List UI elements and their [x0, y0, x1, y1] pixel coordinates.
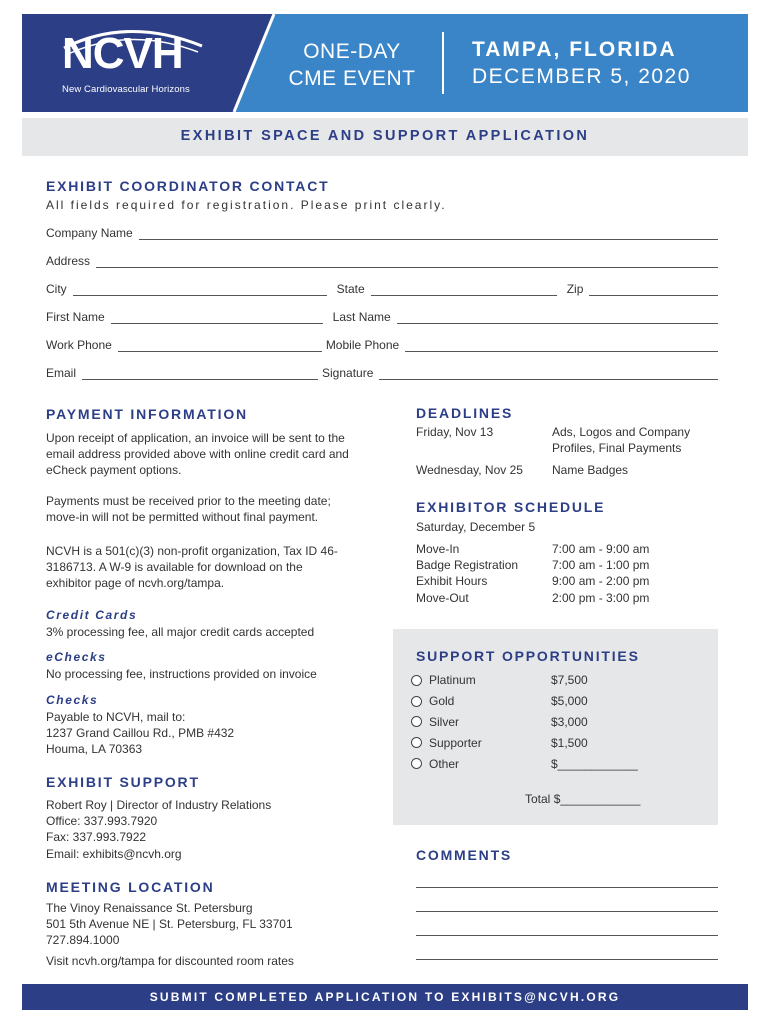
first-name-label: First Name: [46, 310, 105, 324]
comments-heading: COMMENTS: [416, 847, 513, 863]
checks-line-2: 1237 Grand Caillou Rd., PMB #432: [46, 726, 235, 741]
total-input[interactable]: $____________: [553, 792, 641, 806]
deadlines-list: [416, 424, 726, 479]
email-input-line[interactable]: [82, 369, 318, 380]
support-option-other[interactable]: [411, 753, 638, 774]
logo-swoosh-icon: [58, 24, 208, 76]
total-label: Total: [525, 792, 551, 806]
event-divider: [442, 32, 444, 94]
schedule-activity: Badge Registration: [416, 558, 519, 573]
radio-icon[interactable]: [411, 737, 422, 748]
echecks-label: eChecks: [46, 650, 107, 664]
company-input-line[interactable]: [139, 229, 718, 240]
state-label: State: [336, 282, 365, 296]
logo-subtitle: New Cardiovascular Horizons: [62, 84, 190, 95]
exhibitor-schedule-heading: EXHIBITOR SCHEDULE: [416, 499, 606, 515]
header-banner: [22, 14, 748, 112]
submit-footer-bar: [22, 984, 748, 1010]
work-phone-label: Work Phone: [46, 338, 112, 352]
deadline-date: Friday, Nov 13: [416, 425, 494, 439]
option-name: Other: [429, 756, 460, 771]
event-line1: ONE-DAY: [303, 40, 401, 63]
work-phone-input-line[interactable]: [118, 341, 322, 352]
payment-paragraph-2: Payments must be received prior to the meeting date; move-in will not be permitted without final payment.: [46, 494, 331, 525]
radio-icon[interactable]: [411, 675, 422, 686]
support-option-gold[interactable]: [411, 691, 638, 712]
schedule-row: [416, 541, 726, 557]
zip-label: Zip: [566, 282, 584, 296]
deadline-item: Ads, Logos and Company Profiles, Final Payments: [552, 425, 691, 456]
option-price-other-input[interactable]: $____________: [551, 756, 638, 771]
payment-paragraph-1: Upon receipt of application, an invoice will be sent to the email address provided above with online credit card and eCheck payment options.: [46, 431, 349, 478]
option-name: Supporter: [429, 735, 482, 750]
echecks-text: No processing fee, instructions provided on invoice: [46, 667, 317, 681]
last-name-input-line[interactable]: [397, 313, 718, 324]
radio-icon[interactable]: [411, 696, 422, 707]
city-input-line[interactable]: [73, 285, 327, 296]
address-field-row: [46, 252, 722, 268]
address-label: Address: [46, 254, 91, 268]
email-label: Email: [46, 366, 77, 380]
checks-address: [46, 709, 356, 758]
mobile-phone-input-line[interactable]: [405, 341, 718, 352]
event-type: [277, 38, 427, 93]
schedule-time: 7:00 am - 9:00 am: [552, 542, 650, 556]
deadline-row: [416, 462, 726, 478]
deadlines-heading: DEADLINES: [416, 405, 514, 421]
support-opportunities-panel: [393, 629, 718, 825]
option-price: $5,000: [551, 694, 588, 709]
contact-office: Office: 337.993.7920: [46, 814, 158, 829]
event-line2: CME EVENT: [288, 67, 416, 91]
schedule-row: [416, 557, 726, 573]
coordinator-heading: EXHIBIT COORDINATOR CONTACT: [46, 178, 330, 194]
schedule-list: [416, 541, 726, 606]
schedule-day: Saturday, December 5: [416, 520, 536, 534]
logo-text: NCVH: [62, 29, 183, 78]
payment-heading: PAYMENT INFORMATION: [46, 406, 248, 422]
contact-fax: Fax: 337.993.7922: [46, 830, 147, 845]
comment-line[interactable]: [416, 959, 718, 960]
support-total: [525, 792, 640, 806]
city-state-zip-row: [46, 280, 722, 296]
option-price: $3,000: [551, 714, 588, 729]
schedule-activity: Move-In: [416, 542, 460, 556]
room-rates-note: Visit ncvh.org/tampa for discounted room rates: [46, 953, 294, 968]
city-label: City: [46, 282, 67, 296]
submit-instructions: SUBMIT COMPLETED APPLICATION TO EXHIBITS@NCVH.ORG: [149, 990, 621, 1004]
mobile-phone-label: Mobile Phone: [325, 338, 400, 352]
company-field-row: [46, 224, 722, 240]
phone-field-row: [46, 336, 722, 352]
venue-address: 501 5th Avenue NE | St. Petersburg, FL 33701: [46, 917, 293, 932]
credit-cards-text: 3% processing fee, all major credit cards accepted: [46, 625, 315, 639]
company-label: Company Name: [46, 226, 133, 240]
option-name: Silver: [429, 714, 460, 729]
checks-line-3: Houma, LA 70363: [46, 742, 143, 757]
schedule-time: 2:00 pm - 3:00 pm: [552, 590, 650, 605]
name-field-row: [46, 308, 722, 324]
deadline-item: Name Badges: [552, 463, 629, 478]
application-title-bar: [22, 118, 748, 156]
address-input-line[interactable]: [96, 257, 718, 268]
option-name: Gold: [429, 694, 455, 709]
ncvh-logo: [62, 29, 190, 95]
support-option-silver[interactable]: [411, 712, 638, 733]
first-name-input-line[interactable]: [111, 313, 323, 324]
contact-name-title: Robert Roy | Director of Industry Relations: [46, 798, 272, 812]
signature-label: Signature: [322, 366, 374, 380]
venue-phone: 727.894.1000: [46, 933, 120, 948]
radio-icon[interactable]: [411, 716, 422, 727]
schedule-row: [416, 590, 726, 606]
state-input-line[interactable]: [371, 285, 557, 296]
meeting-location-heading: MEETING LOCATION: [46, 879, 215, 895]
support-option-supporter[interactable]: [411, 732, 638, 753]
meeting-location-details: [46, 900, 376, 969]
support-options: [411, 670, 638, 774]
option-price: $7,500: [551, 673, 588, 688]
email-signature-row: [46, 364, 722, 380]
schedule-time: 7:00 am - 1:00 pm: [552, 558, 650, 573]
support-option-platinum[interactable]: [411, 670, 638, 691]
comment-line[interactable]: [416, 935, 718, 936]
zip-input-line[interactable]: [589, 285, 718, 296]
signature-input-line[interactable]: [379, 369, 718, 380]
option-name: Platinum: [429, 673, 476, 688]
event-date: DECEMBER 5, 2020: [472, 65, 691, 89]
contact-email: Email: exhibits@ncvh.org: [46, 846, 182, 861]
venue-name: The Vinoy Renaissance St. Petersburg: [46, 901, 253, 915]
comment-line[interactable]: [416, 911, 718, 912]
credit-cards-label: Credit Cards: [46, 608, 138, 622]
deadline-date: Wednesday, Nov 25: [416, 463, 523, 478]
event-details: [472, 36, 691, 91]
schedule-time: 9:00 am - 2:00 pm: [552, 574, 650, 589]
radio-icon[interactable]: [411, 758, 422, 769]
comment-line[interactable]: [416, 887, 718, 888]
checks-label: Checks: [46, 693, 99, 707]
coordinator-subheading: All fields required for registration. Please print clearly.: [46, 198, 447, 212]
deadline-row: [416, 424, 726, 456]
last-name-label: Last Name: [332, 310, 391, 324]
exhibit-support-heading: EXHIBIT SUPPORT: [46, 774, 200, 790]
schedule-row: [416, 573, 726, 589]
option-price: $1,500: [551, 735, 588, 750]
schedule-activity: Exhibit Hours: [416, 574, 488, 589]
schedule-activity: Move-Out: [416, 590, 469, 605]
event-location: TAMPA, FLORIDA: [472, 38, 677, 61]
application-title: EXHIBIT SPACE AND SUPPORT APPLICATION: [180, 128, 590, 144]
support-heading: SUPPORT OPPORTUNITIES: [416, 648, 640, 664]
exhibit-support-contact: [46, 797, 356, 862]
payment-paragraph-3: NCVH is a 501(c)(3) non-profit organization, Tax ID 46-3186713. A W-9 is available for download on the exhibitor page of ncvh.org/tampa.: [46, 544, 338, 591]
checks-line-1: Payable to NCVH, mail to:: [46, 710, 186, 724]
